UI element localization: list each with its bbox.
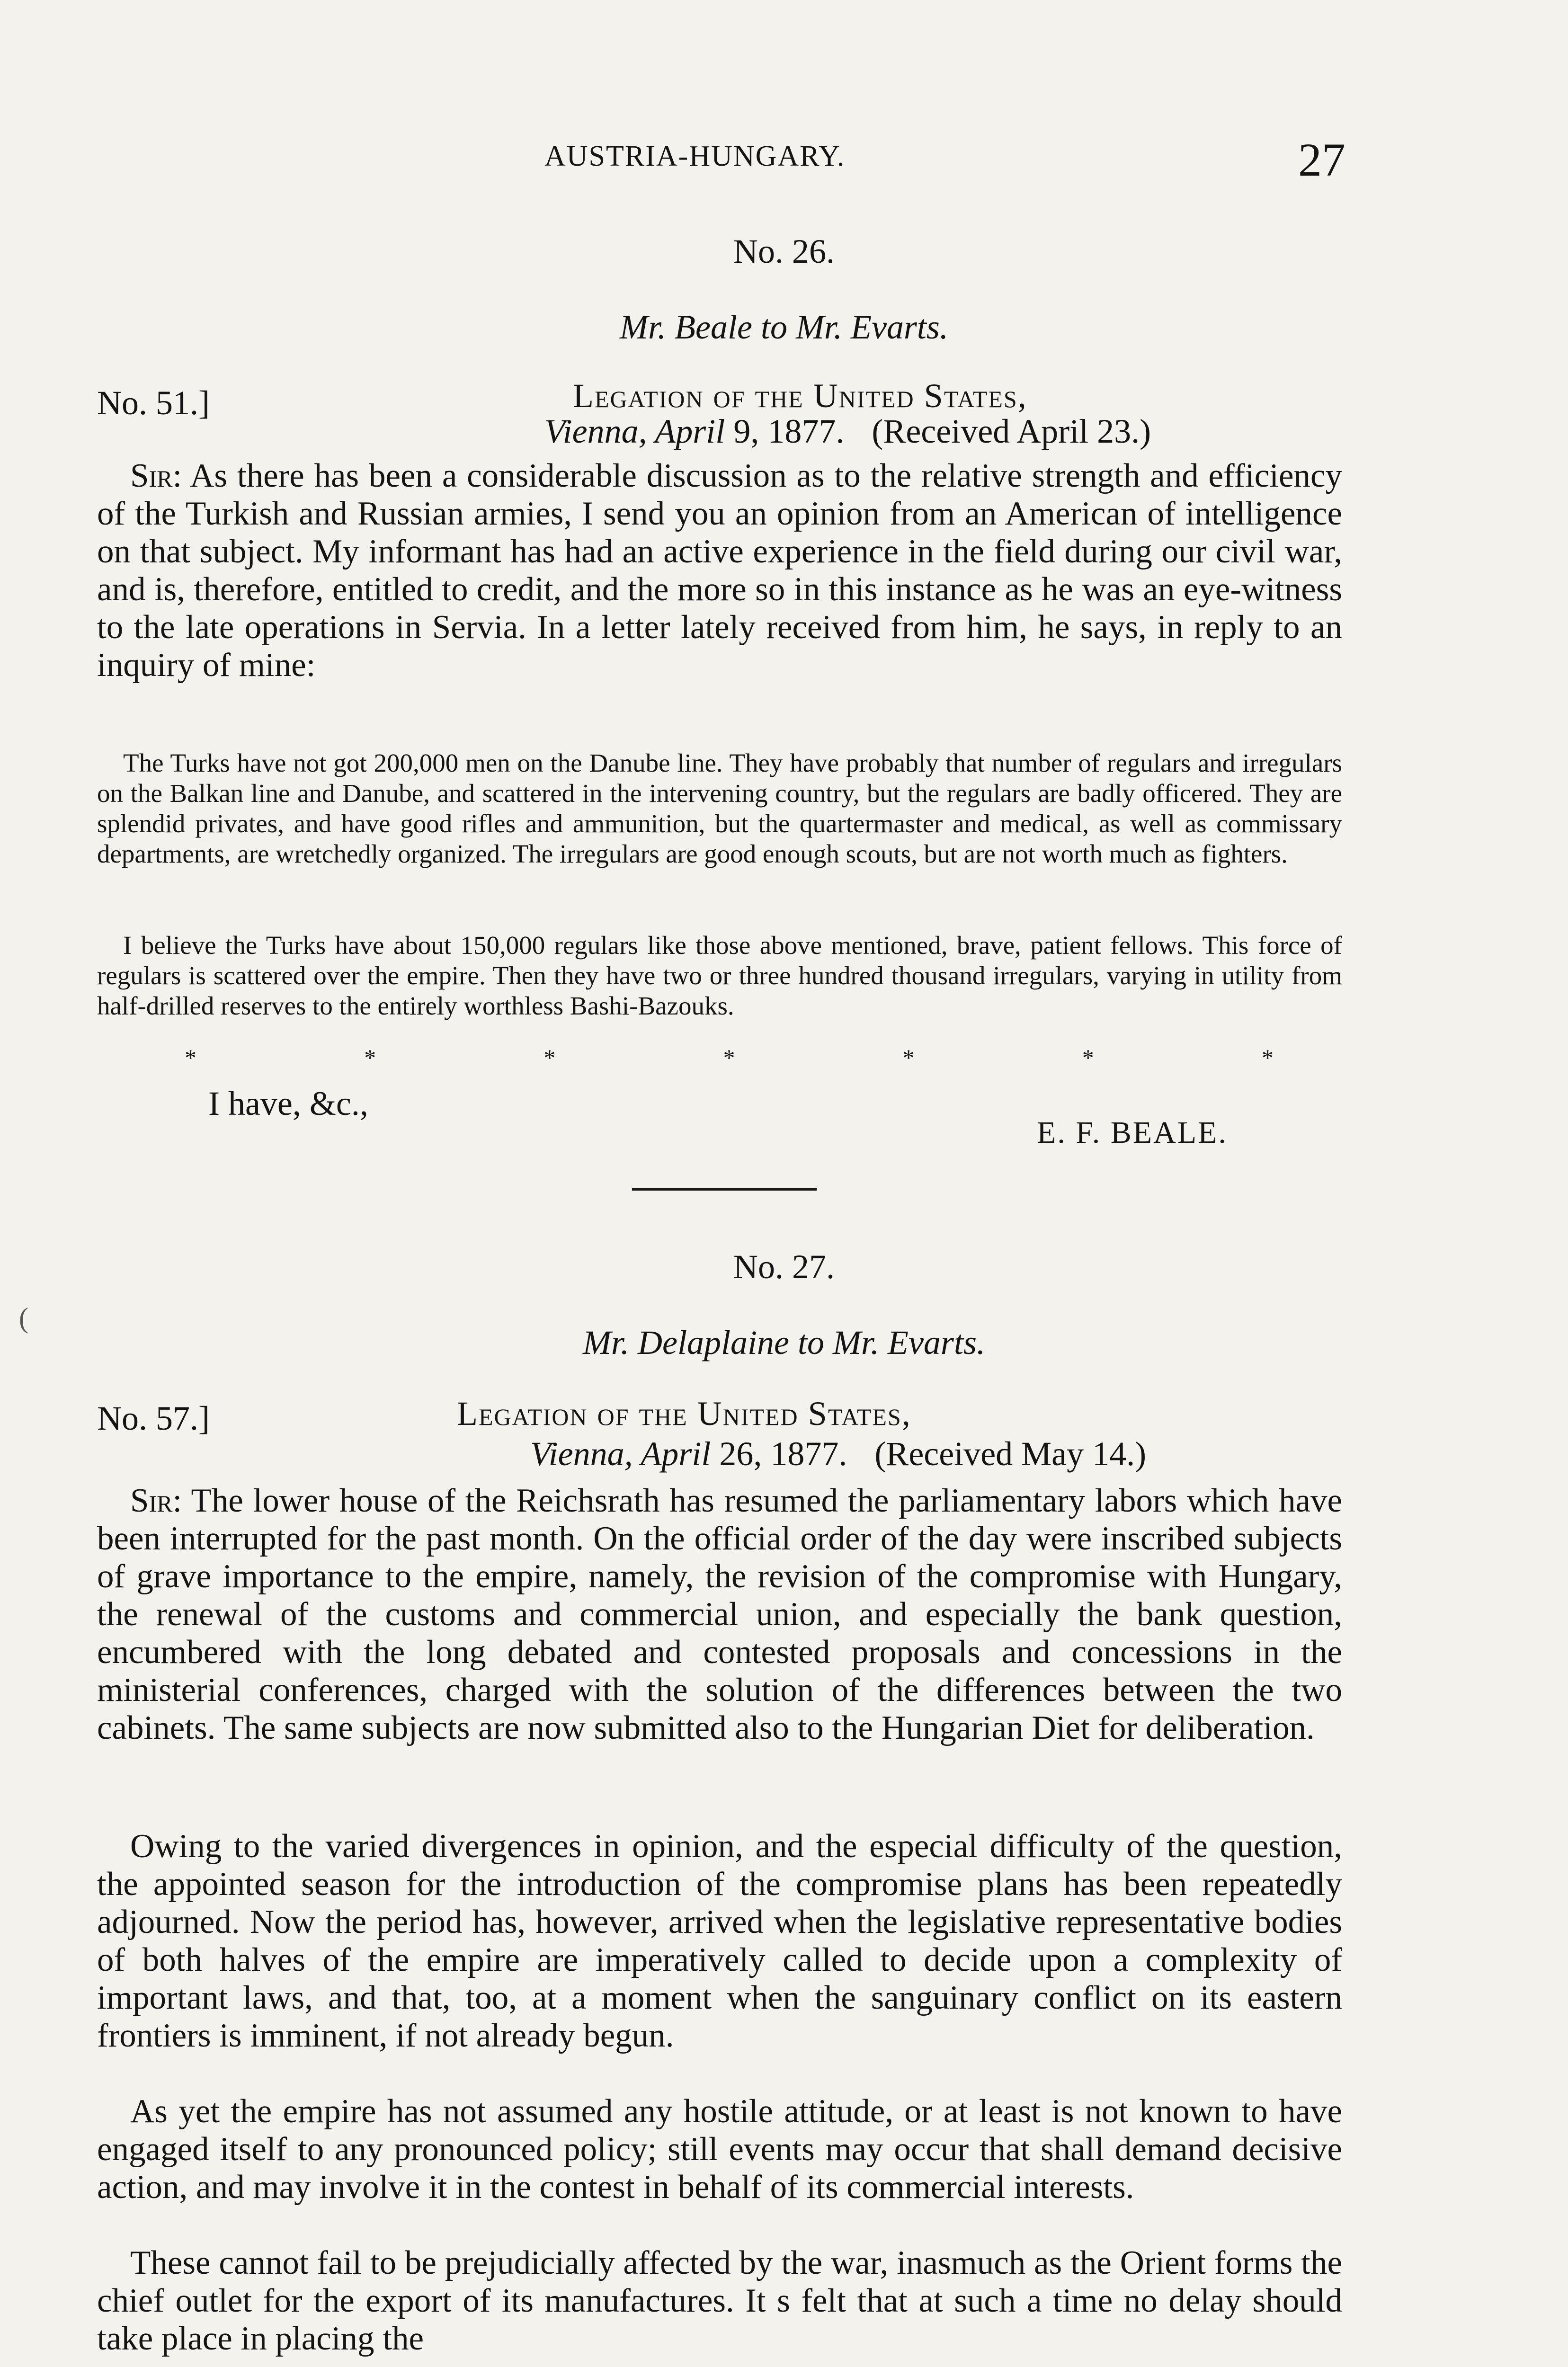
letter-title: Mr. Delaplaine to Mr. Evarts. [583, 1324, 985, 1361]
asterisk: * [543, 1044, 556, 1071]
date-text: 26, 1877. [719, 1435, 847, 1473]
section-divider [632, 1188, 817, 1191]
signature: E. F. BEALE. [1037, 1115, 1228, 1150]
place-date [544, 412, 1151, 451]
body-paragraph [97, 457, 1342, 684]
body-paragraph [97, 1482, 1342, 1747]
date-text: 9, 1877. [733, 412, 845, 450]
quoted-paragraph: I believe the Turks have about 150,000 regulars like those above mentioned, brave, patient fellows. This force of regulars is scattered over the empire. Then they have two or three hundred thousand irregulars, varying in utility from half-drilled reserves to the entirely worthless Bashi-Bazouks. [97, 931, 1342, 1020]
closing: I have, &c., [208, 1085, 368, 1122]
received-date: (Received May 14.) [874, 1435, 1147, 1473]
asterisk: * [364, 1044, 376, 1071]
letter-number: No. 26. [733, 232, 835, 270]
margin-mark: ( [19, 1302, 28, 1334]
asterisk: * [902, 1044, 915, 1071]
running-head: AUSTRIA-HUNGARY. [544, 140, 846, 172]
ellipsis-asterisks [185, 1044, 1274, 1071]
received-date: (Received April 23.) [872, 412, 1151, 450]
legation-heading: Legation of the United States, [457, 1395, 911, 1433]
body-paragraph: These cannot fail to be prejudicially affected by the war, inasmuch as the Orient forms the chief outlet for the export of its manufactures. It s felt that at such a time no delay should take place in placing the [97, 2244, 1342, 2357]
place-name: Vienna, April [530, 1435, 711, 1473]
salutation: Sir: [130, 457, 182, 494]
body-paragraph: As yet the empire has not assumed any hostile attitude, or at least is not known to have engaged itself to any pronounced policy; still events may occur that shall demand decisive action, and may involve it in the contest in behalf of its commercial interests. [97, 2093, 1342, 2206]
salutation: Sir: [130, 1482, 182, 1519]
page-number: 27 [1298, 133, 1345, 186]
letter-number: No. 27. [733, 1248, 835, 1286]
paragraph-text: The lower house of the Reichsrath has resumed the parliamentary labors which have been interrupted for the past month. On the official order of the day were inscribed subjects of grave importance to the empire, namely, the revision of the compromise with Hungary, the renewal of the customs and commercial union, and especially the bank question, encumbered with the long debated and contested proposals and concessions in the ministerial conferences, charged with the solution of the differences between the two cabinets. The same subjects are now submitted also to the Hungarian Diet for deliberation. [97, 1482, 1342, 1746]
despatch-reference: No. 57.] [97, 1399, 210, 1437]
despatch-reference: No. 51.] [97, 384, 210, 422]
paragraph-text: As there has been a considerable discussion as to the relative strength and efficiency of the Turkish and Russian armies, I send you an opinion from an American of intelligence on that subject. My informant has had an active experience in the field during our civil war, and is, therefore, entitled to credit, and the more so in this instance as he was an eye-witness to the late operations in Servia. In a letter lately received from him, he says, in reply to an inquiry of mine: [97, 457, 1342, 684]
legation-heading: Legation of the United States, [573, 377, 1027, 415]
asterisk: * [185, 1044, 196, 1071]
place-name: Vienna, April [544, 412, 725, 450]
body-paragraph: Owing to the varied divergences in opinion, and the especial difficulty of the question, the appointed season for the introduction of the compromise plans has been repeatedly adjourned. Now the period has, however, arrived when the legislative representative bodies of both halves of the empire are imperatively called to decide upon a complexity of important laws, and that, too, at a moment when the sanguinary conflict on its eastern frontiers is imminent, if not already begun. [97, 1828, 1342, 2054]
asterisk: * [1082, 1044, 1094, 1071]
letter-title: Mr. Beale to Mr. Evarts. [620, 308, 948, 346]
asterisk: * [1261, 1044, 1274, 1071]
place-date [530, 1434, 1146, 1474]
asterisk: * [723, 1044, 735, 1071]
quoted-paragraph: The Turks have not got 200,000 men on the Danube line. They have probably that number of regulars and irregulars on the Balkan line and Danube, and scattered in the intervening country, but the regulars are badly officered. They are splendid privates, and have good rifles and ammunition, but the quartermaster and medical, as well as commissary departments, are wretchedly organized. The irregulars are good enough scouts, but are not worth much as fighters. [97, 748, 1342, 868]
